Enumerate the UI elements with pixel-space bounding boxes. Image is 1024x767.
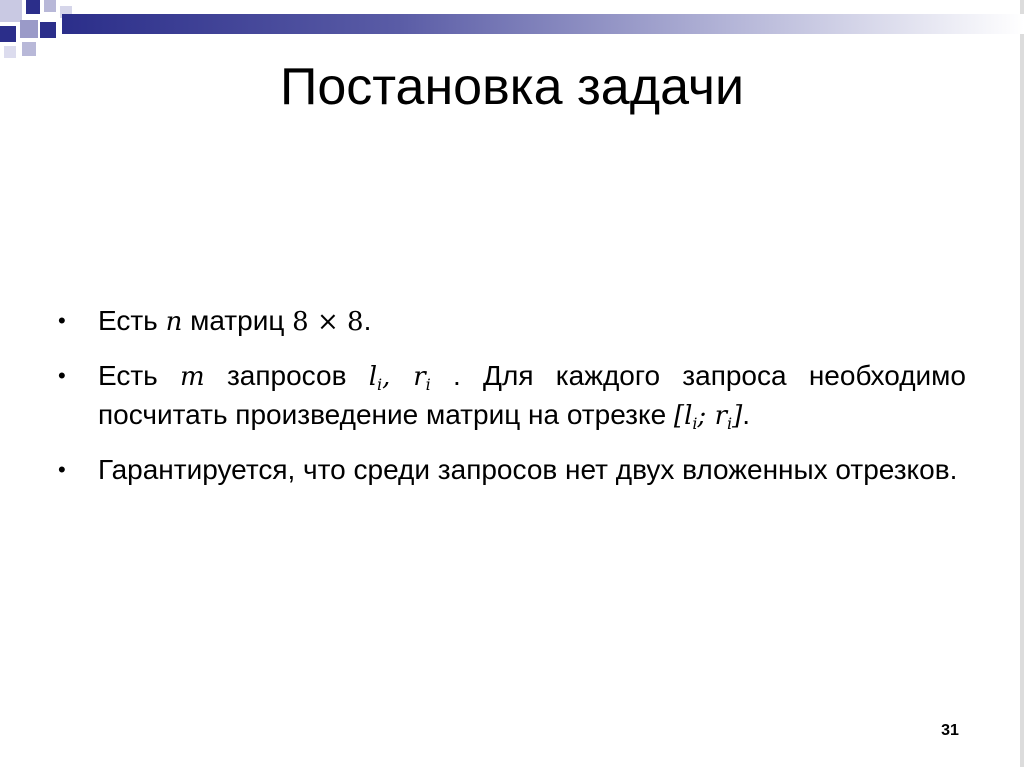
decor-square	[20, 20, 38, 38]
bullet-item: • Есть m запросов $l_i$, $r_i$ . Для каждого запроса необходимо посчитать произведение матриц на отрезке [$l_i$; $r_i$].	[56, 357, 966, 435]
math-var: m	[180, 362, 205, 392]
bullet-dot-icon: •	[58, 308, 66, 333]
decor-square	[44, 0, 56, 12]
math-var: n	[165, 307, 183, 337]
slide-title: Постановка задачи	[280, 58, 744, 116]
decor-square	[0, 0, 22, 22]
math-expression: $l_i$, $r_i$	[368, 362, 431, 394]
page-number: 31	[941, 722, 959, 739]
decor-square	[40, 22, 56, 38]
bullet-dot-icon: •	[58, 363, 66, 388]
bullet-dot-icon: •	[58, 457, 66, 482]
math-expression: 8 × 8	[292, 307, 364, 337]
bullet-list	[56, 302, 966, 505]
decor-square	[26, 0, 40, 14]
bullet-item: • Есть n матриц 8 × 8.	[56, 302, 966, 341]
math-interval: [$l_i$; $r_i$]	[673, 401, 743, 433]
header-gradient-bar	[62, 14, 1024, 34]
bullet-item: • Гарантируется, что среди запросов нет двух вложенных отрезков.	[56, 451, 966, 489]
decor-square	[0, 26, 16, 42]
